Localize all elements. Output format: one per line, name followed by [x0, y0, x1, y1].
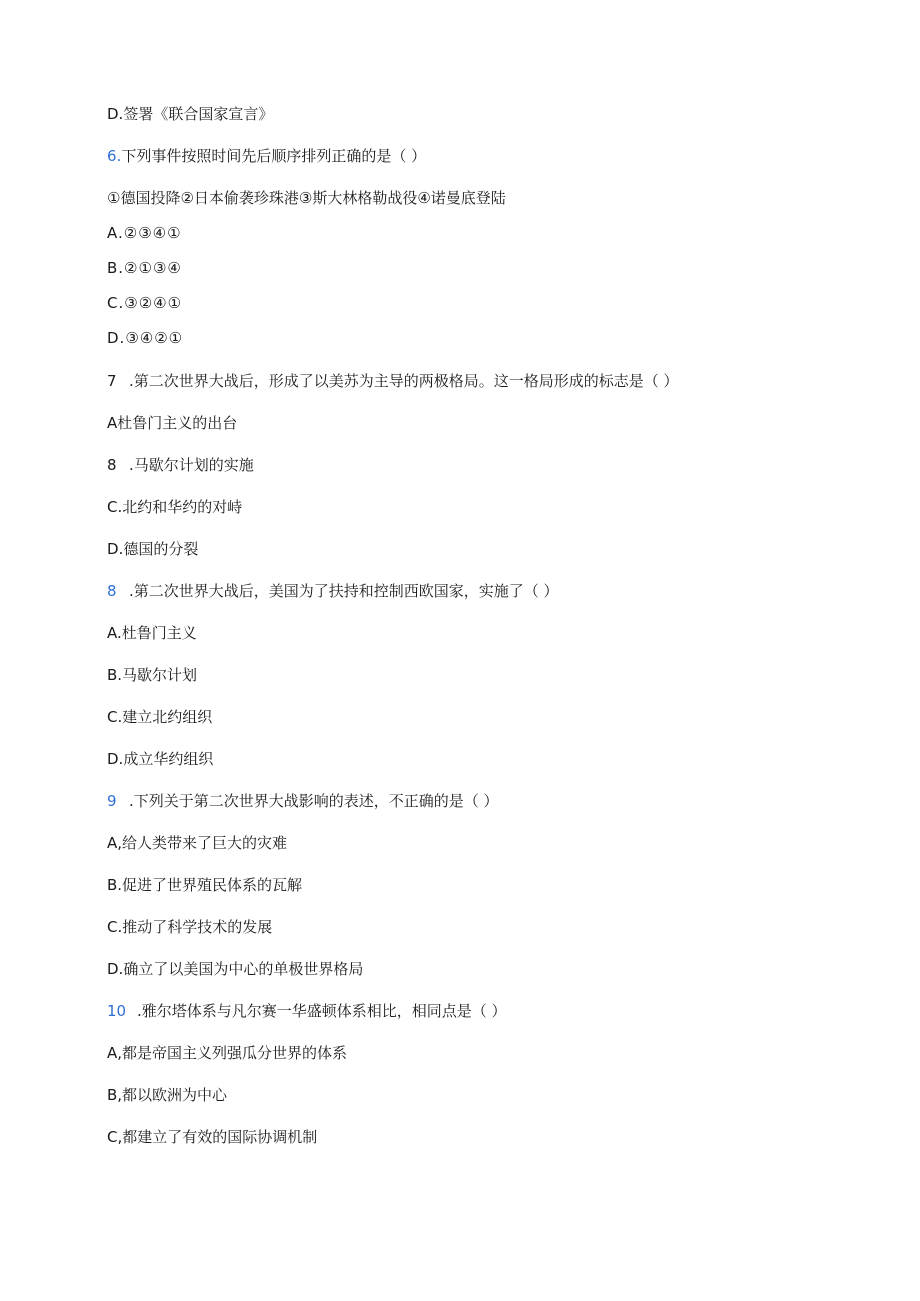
option-c-q10 — [107, 1126, 317, 1148]
option-b-q9 — [107, 874, 302, 896]
option-a-q10 — [107, 1042, 347, 1064]
question-number: 10 — [107, 1002, 127, 1020]
option-a-q8 — [107, 622, 197, 644]
question-text: .下列关于第二次世界大战影响的表述，不正确的是（ ） — [129, 792, 499, 810]
option-c-q9 — [107, 916, 272, 938]
option-text: C.推动了科学技术的发展 — [107, 918, 273, 936]
question-10 — [107, 1000, 507, 1022]
question-text: .第二次世界大战后，美国为了扶持和控制西欧国家，实施了（ ） — [129, 582, 559, 600]
option-text: D.德国的分裂 — [107, 540, 199, 558]
option-text: C.③②④① — [107, 294, 183, 312]
option-d-q6 — [107, 327, 183, 349]
option-text: C.建立北约组织 — [107, 708, 213, 726]
question-9 — [107, 790, 499, 812]
question-number: 8 — [107, 582, 117, 600]
option-b-q6 — [107, 257, 182, 279]
option-d-q5 — [107, 103, 273, 125]
option-text: D.签署《联合国家宣言》 — [107, 105, 274, 123]
option-text: B.②①③④ — [107, 259, 182, 277]
question-7 — [107, 370, 679, 392]
option-number: 8 — [107, 456, 117, 474]
option-text: B.促进了世界殖民体系的瓦解 — [107, 876, 303, 894]
option-text: D.成立华约组织 — [107, 750, 214, 768]
question-text: .第二次世界大战后，形成了以美苏为主导的两极格局。这一格局形成的标志是（ ） — [129, 372, 679, 390]
option-c-q7 — [107, 496, 242, 518]
events-list: ①德国投降②日本偷袭珍珠港③斯大林格勒战役④诺曼底登陆 — [107, 189, 506, 207]
option-text: A.杜鲁门主义 — [107, 624, 197, 642]
option-b-q10 — [107, 1084, 227, 1106]
option-c-q8 — [107, 706, 212, 728]
question-number: 7 — [107, 372, 117, 390]
option-text: D.③④②① — [107, 329, 184, 347]
option-a-q9 — [107, 832, 287, 854]
question-text: 下列事件按照时间先后顺序排列正确的是（ ） — [121, 147, 427, 165]
option-text: A,都是帝国主义列强瓜分世界的体系 — [107, 1044, 348, 1062]
option-c-q6 — [107, 292, 182, 314]
question-text: .雅尔塔体系与凡尔赛一华盛顿体系相比，相同点是（ ） — [137, 1002, 507, 1020]
option-d-q8 — [107, 748, 213, 770]
option-text: A杜鲁门主义的出台 — [107, 414, 238, 432]
question-6-events — [107, 187, 506, 209]
option-d-q7 — [107, 538, 198, 560]
option-text: A.②③④① — [107, 224, 182, 242]
option-a-q7 — [107, 412, 237, 434]
question-6 — [107, 145, 426, 167]
option-d-q9 — [107, 958, 363, 980]
option-b-q8 — [107, 664, 197, 686]
question-number: 6. — [107, 147, 122, 165]
option-text: A,给人类带来了巨大的灾难 — [107, 834, 288, 852]
option-text: B.马歇尔计划 — [107, 666, 198, 684]
option-b-q7 — [107, 454, 254, 476]
question-number: 9 — [107, 792, 117, 810]
option-a-q6 — [107, 222, 182, 244]
option-text: B,都以欧洲为中心 — [107, 1086, 228, 1104]
option-text: D.确立了以美国为中心的单极世界格局 — [107, 960, 364, 978]
question-8 — [107, 580, 559, 602]
option-text: .马歇尔计划的实施 — [129, 456, 254, 474]
option-text: C,都建立了有效的国际协调机制 — [107, 1128, 318, 1146]
option-text: C.北约和华约的对峙 — [107, 498, 243, 516]
